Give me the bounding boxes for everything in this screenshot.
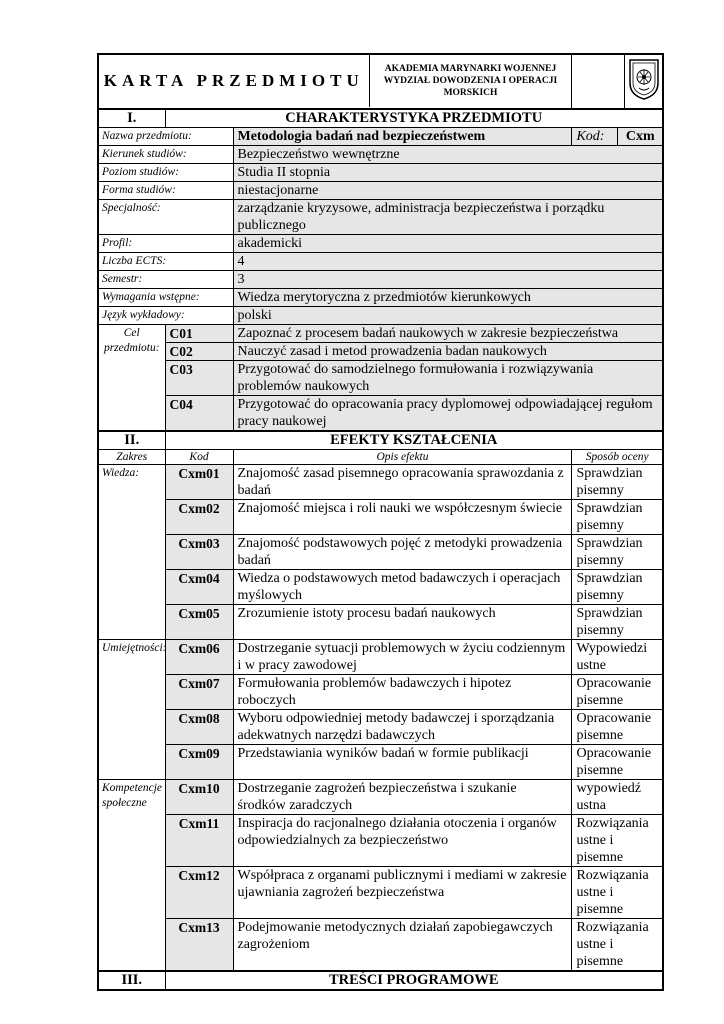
field-value-forma: niestacjonarne [233,182,663,200]
effect-code: Cxm01 [165,465,233,500]
field-value-wymagania: Wiedza merytoryczna z przedmiotów kierunkowych [233,289,663,307]
effect-desc: Podejmowanie metodycznych działań zapobiegawczych zagrożeniom [233,919,572,972]
effect-code: Cxm11 [165,815,233,867]
effect-code: Cxm05 [165,605,233,640]
effect-code: Cxm03 [165,535,233,570]
effect-method: Sprawdzian pisemny [572,500,663,535]
effect-code: Cxm06 [165,640,233,675]
table-row [98,535,663,570]
section-1-title: CHARAKTERYSTYKA PRZEDMIOTU [165,109,663,128]
table-row [98,745,663,780]
effect-method: Opracowanie pisemne [572,675,663,710]
table-row [98,780,663,815]
kod-value: Cxm [618,128,663,146]
institution-name [369,55,571,107]
goal-code: C01 [165,325,233,343]
section-2-number: II. [98,431,165,450]
field-label-forma: Forma studiów: [98,182,233,200]
effect-desc: Znajomość zasad pisemnego opracowania sprawozdania z badań [233,465,572,500]
table-row [98,500,663,535]
institution-line-1: AKADEMIA MARYNARKI WOJENNEJ [384,64,557,74]
section-1-number: I. [98,109,165,128]
effect-method: Wypowiedzi ustne [572,640,663,675]
field-value-kierunek: Bezpieczeństwo wewnętrzne [233,146,663,164]
table-row [98,867,663,919]
field-value-nazwa: Metodologia badań nad bezpieczeństwem [233,128,572,146]
effect-code: Cxm13 [165,919,233,972]
section-3-title: TREŚCI PROGRAMOWE [165,971,663,990]
effect-method: Opracowanie pisemne [572,745,663,780]
effect-code: Cxm08 [165,710,233,745]
table-row [98,919,663,972]
effect-method: Sprawdzian pisemny [572,535,663,570]
course-card [97,53,662,991]
effect-method: Sprawdzian pisemny [572,605,663,640]
effect-code: Cxm07 [165,675,233,710]
effect-method: Sprawdzian pisemny [572,465,663,500]
card-title: KARTA PRZEDMIOTU [99,55,369,107]
goal-code: C04 [165,396,233,432]
field-value-ects: 4 [233,253,663,271]
effect-code: Cxm02 [165,500,233,535]
goal-code: C03 [165,361,233,396]
field-label-kierunek: Kierunek studiów: [98,146,233,164]
field-label-ects: Liczba ECTS: [98,253,233,271]
field-value-profil: akademicki [233,235,663,253]
col-header-zakres: Zakres [98,450,165,465]
effect-desc: Przedstawiania wyników badań w formie publikacji [233,745,572,780]
effect-method: Rozwiązania ustne i pisemne [572,867,663,919]
section-3-number: III. [98,971,165,990]
effect-desc: Wyboru odpowiedniej metody badawczej i sporządzania adekwatnych narzędzi badawczych [233,710,572,745]
effect-code: Cxm04 [165,570,233,605]
effect-desc: Dostrzeganie sytuacji problemowych w życiu codziennym i w pracy zawodowej [233,640,572,675]
effect-desc: Zrozumienie istoty procesu badań naukowych [233,605,572,640]
effect-desc: Dostrzeganie zagrożeń bezpieczeństwa i szukanie środków zaradczych [233,780,572,815]
col-header-opis: Opis efektu [233,450,572,465]
goals-label: Cel przedmiotu: [98,325,165,432]
field-value-specjalnosc: zarządzanie kryzysowe, administracja bezpieczeństwa i porządku publicznego [233,200,663,235]
field-label-nazwa: Nazwa przedmiotu: [98,128,233,146]
field-value-poziom: Studia II stopnia [233,164,663,182]
effect-desc: Znajomość podstawowych pojęć z metodyki prowadzenia badań [233,535,572,570]
table-row [98,605,663,640]
field-value-jezyk: polski [233,307,663,325]
field-value-semestr: 3 [233,271,663,289]
group-label-wiedza: Wiedza: [98,465,165,640]
effect-code: Cxm09 [165,745,233,780]
effect-method: Sprawdzian pisemny [572,570,663,605]
effect-method: Rozwiązania ustne i pisemne [572,815,663,867]
field-label-semestr: Semestr: [98,271,233,289]
goal-text: Zapoznać z procesem badań naukowych w zakresie bezpieczeństwa [233,325,663,343]
goal-code: C02 [165,343,233,361]
goal-text: Przygotować do samodzielnego formułowania i rozwiązywania problemów naukowych [233,361,663,396]
section-2-title: EFEKTY KSZTAŁCENIA [165,431,663,450]
table-row [98,815,663,867]
effect-code: Cxm12 [165,867,233,919]
effect-method: Opracowanie pisemne [572,710,663,745]
field-label-specjalnosc: Specjalność: [98,200,233,235]
field-label-poziom: Poziom studiów: [98,164,233,182]
effect-desc: Współpraca z organami publicznymi i mediami w zakresie ujawniania zagrożeń bezpieczeństwa [233,867,572,919]
group-label-umiejetnosci: Umiejętności: [98,640,165,780]
field-label-profil: Profil: [98,235,233,253]
group-label-kompetencje: Kompetencje społeczne [98,780,165,972]
table-row [98,570,663,605]
kod-label: Kod: [572,128,618,146]
goal-text: Nauczyć zasad i metod prowadzenia badan naukowych [233,343,663,361]
amw-emblem-icon [624,55,662,108]
goal-text: Przygotować do opracowania pracy dyplomowej odpowiadającej regułom pracy naukowej [233,396,663,432]
effect-desc: Wiedza o podstawowych metod badawczych i operacjach myślowych [233,570,572,605]
table-row [98,710,663,745]
institution-line-2: WYDZIAŁ DOWODZENIA I OPERACJI MORSKICH [383,76,558,98]
effect-code: Cxm10 [165,780,233,815]
effect-desc: Formułowania problemów badawczych i hipotez roboczych [233,675,572,710]
col-header-kod: Kod [165,450,233,465]
effect-desc: Inspiracja do racjonalnego działania otoczenia i organów odpowiedzialnych za bezpieczeństwo [233,815,572,867]
table-row [98,675,663,710]
table-row [98,465,663,500]
col-header-sposob: Sposób oceny [572,450,663,465]
table-row [98,640,663,675]
field-label-jezyk: Język wykładowy: [98,307,233,325]
effect-method: wypowiedź ustna [572,780,663,815]
field-label-wymagania: Wymagania wstępne: [98,289,233,307]
effect-desc: Znajomość miejsca i roli nauki we współczesnym świecie [233,500,572,535]
effect-method: Rozwiązania ustne i pisemne [572,919,663,972]
